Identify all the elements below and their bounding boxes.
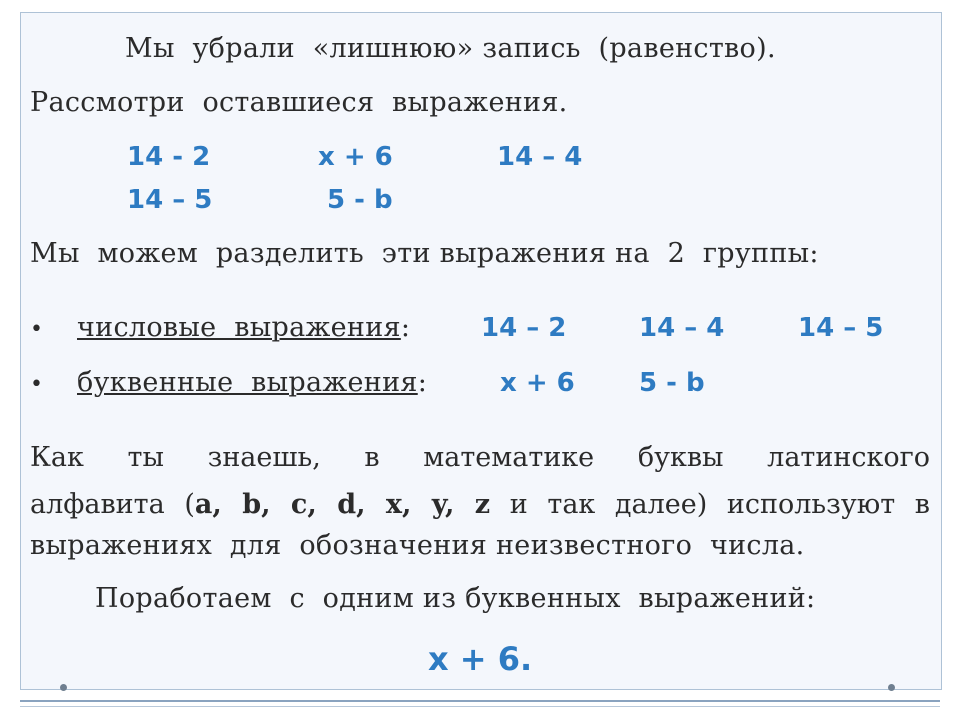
final-expression: x + 6. bbox=[428, 640, 533, 678]
paragraph-line-2-start: алфавита ( bbox=[30, 489, 195, 520]
corner-dot-right bbox=[888, 684, 895, 691]
literal-group-label: буквенные выражения bbox=[77, 367, 418, 398]
paragraph-line-2 bbox=[30, 485, 930, 525]
numeric-item-2: 14 – 4 bbox=[639, 313, 725, 343]
frame-bottom-border bbox=[20, 700, 940, 702]
numeric-item-1: 14 – 2 bbox=[481, 313, 567, 343]
numeric-item-3: 14 – 5 bbox=[798, 313, 884, 343]
expression-14-minus-4: 14 – 4 bbox=[497, 142, 583, 172]
literal-group bbox=[77, 367, 427, 398]
paragraph-line-1: Как ты знаешь, в математике буквы латинского bbox=[30, 442, 930, 473]
intro-line: Мы убрали «лишнюю» запись (равенство). bbox=[125, 33, 776, 64]
paragraph-line-2-end: и так далее) используют в bbox=[490, 489, 930, 520]
expression-14-minus-5: 14 – 5 bbox=[127, 185, 213, 215]
bullet-literal: • bbox=[30, 372, 43, 397]
numeric-group bbox=[77, 312, 410, 343]
bullet-numeric: • bbox=[30, 317, 43, 342]
groups-intro-line: Мы можем разделить эти выражения на 2 группы: bbox=[30, 238, 819, 269]
expression-5-minus-b: 5 - b bbox=[327, 185, 393, 215]
latin-letters: a, b, c, d, x, y, z bbox=[194, 489, 491, 520]
consider-line: Рассмотри оставшиеся выражения. bbox=[30, 87, 568, 118]
literal-item-2: 5 - b bbox=[639, 368, 705, 398]
numeric-group-colon: : bbox=[400, 312, 411, 343]
paragraph-line-3: выражениях для обозначения неизвестного числа. bbox=[30, 530, 805, 561]
literal-item-1: x + 6 bbox=[500, 368, 575, 398]
corner-dot-left bbox=[60, 684, 67, 691]
expression-14-minus-2: 14 - 2 bbox=[127, 142, 211, 172]
work-line: Поработаем с одним из буквенных выражений: bbox=[95, 583, 816, 614]
expression-x-plus-6: x + 6 bbox=[318, 142, 393, 172]
frame-bottom-border-thin bbox=[20, 706, 940, 707]
numeric-group-label: числовые выражения bbox=[77, 312, 401, 343]
literal-group-colon: : bbox=[417, 367, 428, 398]
